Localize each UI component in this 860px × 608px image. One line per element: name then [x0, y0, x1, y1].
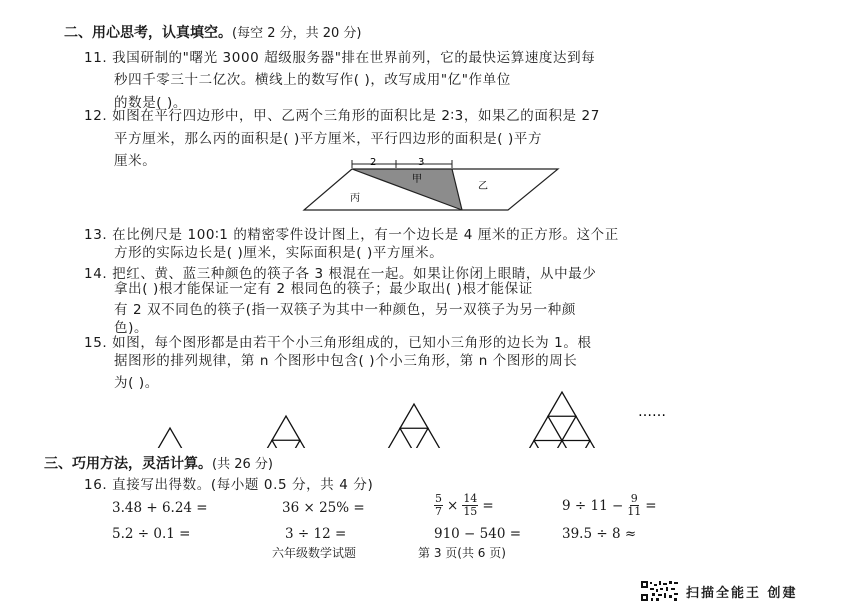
q13-line1: 13. 在比例尺是 100∶1 的精密零件设计图上，有一个边长是 4 厘米的正方形。这个正: [84, 227, 619, 243]
q12-line3: 厘米。: [114, 153, 157, 169]
fraction-9-11: $\frac{9}{11}$: [627, 492, 642, 518]
calc-r1c1: 3.48 + 6.24 =: [112, 500, 208, 516]
q14-line3: 有 2 双不同色的筷子(指一双筷子为其中一种颜色，另一双筷子为另一种颜: [114, 302, 576, 318]
label-jia: 甲: [412, 174, 422, 185]
calc-r2c1: 5.2 ÷ 0.1 =: [112, 526, 191, 542]
fraction-5-7: $\frac{5}{7}$: [435, 492, 442, 518]
section-3-title: 三、巧用方法，灵活计算。: [44, 456, 212, 472]
times-sign: ×: [447, 497, 459, 514]
calc-r2c4: 39.5 ÷ 8 ≈: [562, 526, 637, 542]
label-bing: 丙: [350, 193, 360, 204]
scanner-watermark: [640, 580, 798, 602]
unit-triangle: [548, 440, 576, 448]
section-2-note: (每空 2 分，共 20 分): [232, 26, 362, 41]
section-2-heading: [64, 22, 362, 42]
q16-title: 16. 直接写出得数。(每小题 0.5 分，共 4 分): [84, 477, 374, 493]
unit-triangle: [258, 440, 286, 448]
q11-line1: 11. 我国研制的"曙光 3000 超级服务器"排在世界前列，它的最快运算速度达到每: [84, 50, 596, 66]
q14-line4: 色)。: [114, 320, 149, 336]
footer-page: 第 3 页(共 6 页): [418, 546, 506, 560]
fraction-14-15: $\frac{14}{15}$: [463, 492, 478, 518]
triangle-sequence: [150, 388, 690, 448]
watermark-text: 扫描全能王 创建: [686, 585, 798, 601]
calc-r2c3: 910 − 540 =: [434, 526, 522, 542]
q14-line1: 14. 把红、黄、蓝三种颜色的筷子各 3 根混在一起。如果让你闭上眼睛，从中最少: [84, 266, 597, 282]
unit-triangle: [520, 440, 548, 448]
section-3-note: (共 26 分): [212, 457, 273, 472]
q15-line1: 15. 如图，每个图形都是由若干个小三角形组成的，已知小三角形的边长为 1。根: [84, 335, 592, 351]
q11-line2: 秒四千零三十二亿次。横线上的数写作( )，改写成用"亿"作单位: [114, 72, 511, 88]
unit-triangle: [400, 404, 428, 428]
calc-r1c3: [434, 493, 494, 518]
footer-subject: 六年级数学试题: [272, 546, 357, 560]
triangle-pattern-3: [372, 404, 456, 448]
unit-triangle: [576, 440, 604, 448]
triangle-pattern-2: [258, 416, 314, 448]
unit-triangle: [548, 392, 576, 416]
q12-line2: 平方厘米，那么丙的面积是( )平方厘米，平行四边形的面积是( )平方: [114, 131, 543, 147]
unit-triangle: [272, 416, 300, 440]
triangle-pattern-1: [156, 428, 184, 448]
parallelogram-figure: [300, 155, 570, 217]
unit-triangle: [414, 428, 442, 448]
sequence-ellipsis: ……: [638, 404, 666, 420]
q14-line2: 拿出( )根才能保证一定有 2 根同色的筷子；最少取出( )根才能保证: [114, 281, 533, 297]
section-3-heading: [44, 453, 273, 473]
unit-triangle: [562, 416, 590, 440]
calc-r2c2: 3 ÷ 12 =: [285, 526, 347, 542]
q15-line2: 据图形的排列规律，第 n 个图形中包含( )个小三角形，第 n 个图形的周长: [114, 353, 578, 369]
q12-line1: 12. 如图在平行四边形中，甲、乙两个三角形的面积比是 2∶3，如果乙的面积是 27: [84, 108, 600, 124]
label-3: 3: [418, 157, 425, 168]
q13-line2: 方形的实际边长是( )厘米，实际面积是( )平方厘米。: [114, 245, 444, 261]
triangle-pattern-4: [506, 392, 618, 448]
label-yi: 乙: [478, 181, 488, 192]
unit-triangle: [534, 416, 562, 440]
q15-line3: 为( )。: [114, 375, 159, 391]
calc-r1c2: 36 × 25% =: [282, 500, 365, 516]
equals-sign: =: [482, 497, 494, 514]
unit-triangle: [286, 440, 314, 448]
equals-sign: =: [645, 497, 657, 514]
label-2: 2: [370, 157, 377, 168]
qr-code-icon: [640, 580, 680, 602]
calc-r1c4-prefix: 9 ÷ 11 −: [562, 497, 624, 514]
section-2-title: 二、用心思考，认真填空。: [64, 25, 232, 41]
q11-line3: 的数是( )。: [114, 95, 188, 111]
calc-r1c4: [562, 493, 657, 518]
unit-triangle: [386, 428, 414, 448]
unit-triangle: [156, 428, 184, 448]
